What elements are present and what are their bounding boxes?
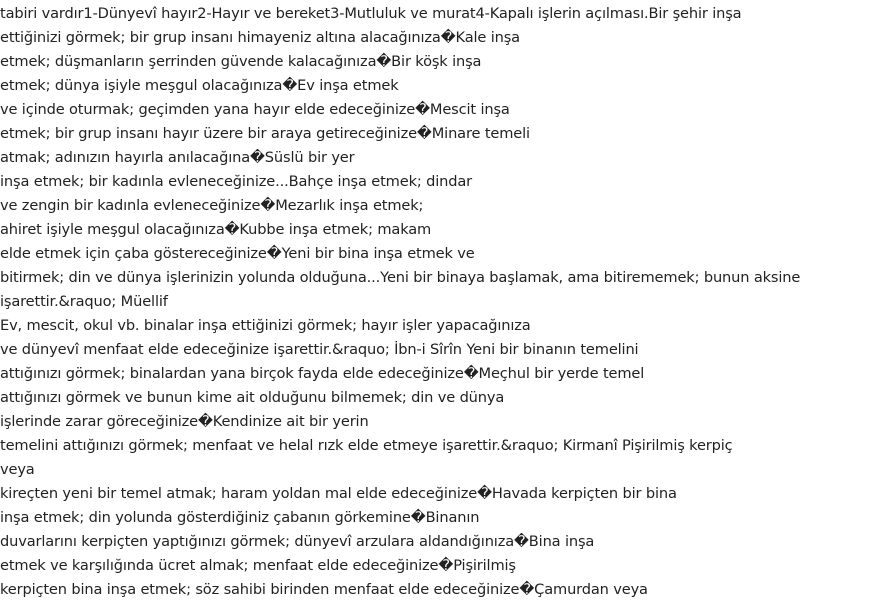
text-line: ettiğinizi görmek; bir grup insanı himayeniz altına alacağınıza�Kale inşa [0,29,520,46]
text-line: bitirmek; din ve dünya işlerinizin yolunda olduğuna...Yeni bir binaya başlamak, ama bitirememek; bunun aksine [0,269,801,286]
text-line: veya [0,461,35,478]
text-line: etmek; dünya işiyle meşgul olacağınıza�Ev inşa etmek [0,77,399,94]
text-line: atmak; adınızın hayırla anılacağına�Süslü bir yer [0,149,355,166]
text-line: inşa etmek; din yolunda gösterdiğiniz çabanın görkemine�Binanın [0,509,480,526]
text-line: ahiret işiyle meşgul olacağınıza�Kubbe inşa etmek; makam [0,221,432,238]
text-line: işarettir.&raquo; Müellif [0,293,168,310]
text-line: temelini attığınızı görmek; menfaat ve helal rızk elde etmeye işarettir.&raquo; Kirmanî Pişirilmiş kerpiç [0,437,733,454]
text-line: attığınızı görmek; binalardan yana birçok fayda elde edeceğinize�Meçhul bir yerde temel [0,365,645,382]
text-line: ve zengin bir kadınla evleneceğinize�Mezarlık inşa etmek; [0,197,424,214]
text-line: ve içinde oturmak; geçimden yana hayır elde edeceğinize�Mescit inşa [0,101,510,118]
text-line: kireçten yeni bir temel atmak; haram yoldan mal elde edeceğinize�Havada kerpiçten bir bina [0,485,677,502]
text-line: inşa etmek; bir kadınla evleneceğinize...Bahçe inşa etmek; dindar [0,173,473,190]
text-line: elde etmek için çaba göstereceğinize�Yeni bir bina inşa etmek ve [0,245,475,262]
text-line: etmek; düşmanların şerrinden güvende kalacağınıza�Bir köşk inşa [0,53,482,70]
text-line: duvarlarını kerpiçten yaptığınızı görmek; dünyevî arzulara aldandığınıza�Bina inşa [0,533,595,550]
text-line: işlerinde zarar göreceğinize�Kendinize ait bir yerin [0,413,369,430]
text-line: attığınızı görmek ve bunun kime ait olduğunu bilmemek; din ve dünya [0,389,505,406]
text-line: tabiri vardır1-Dünyevî hayır2-Hayır ve bereket3-Mutluluk ve murat4-Kapalı işlerin açılması.Bir şehir inşa [0,5,742,22]
text-line: kerpiçten bina inşa etmek; söz sahibi birinden menfaat elde edeceğinize�Çamurdan veya [0,581,648,598]
text-line: Ev, mescit, okul vb. binalar inşa ettiğinizi görmek; hayır işler yapacağınıza [0,317,531,334]
text-line: etmek; bir grup insanı hayır üzere bir araya getireceğinize�Minare temeli [0,125,530,142]
text-line: ve dünyevî menfaat elde edeceğinize işarettir.&raquo; İbn-i Sîrîn Yeni bir binanın temelini [0,341,639,358]
text-line: etmek ve karşılığında ücret almak; menfaat elde edeceğinize�Pişirilmiş [0,557,516,574]
